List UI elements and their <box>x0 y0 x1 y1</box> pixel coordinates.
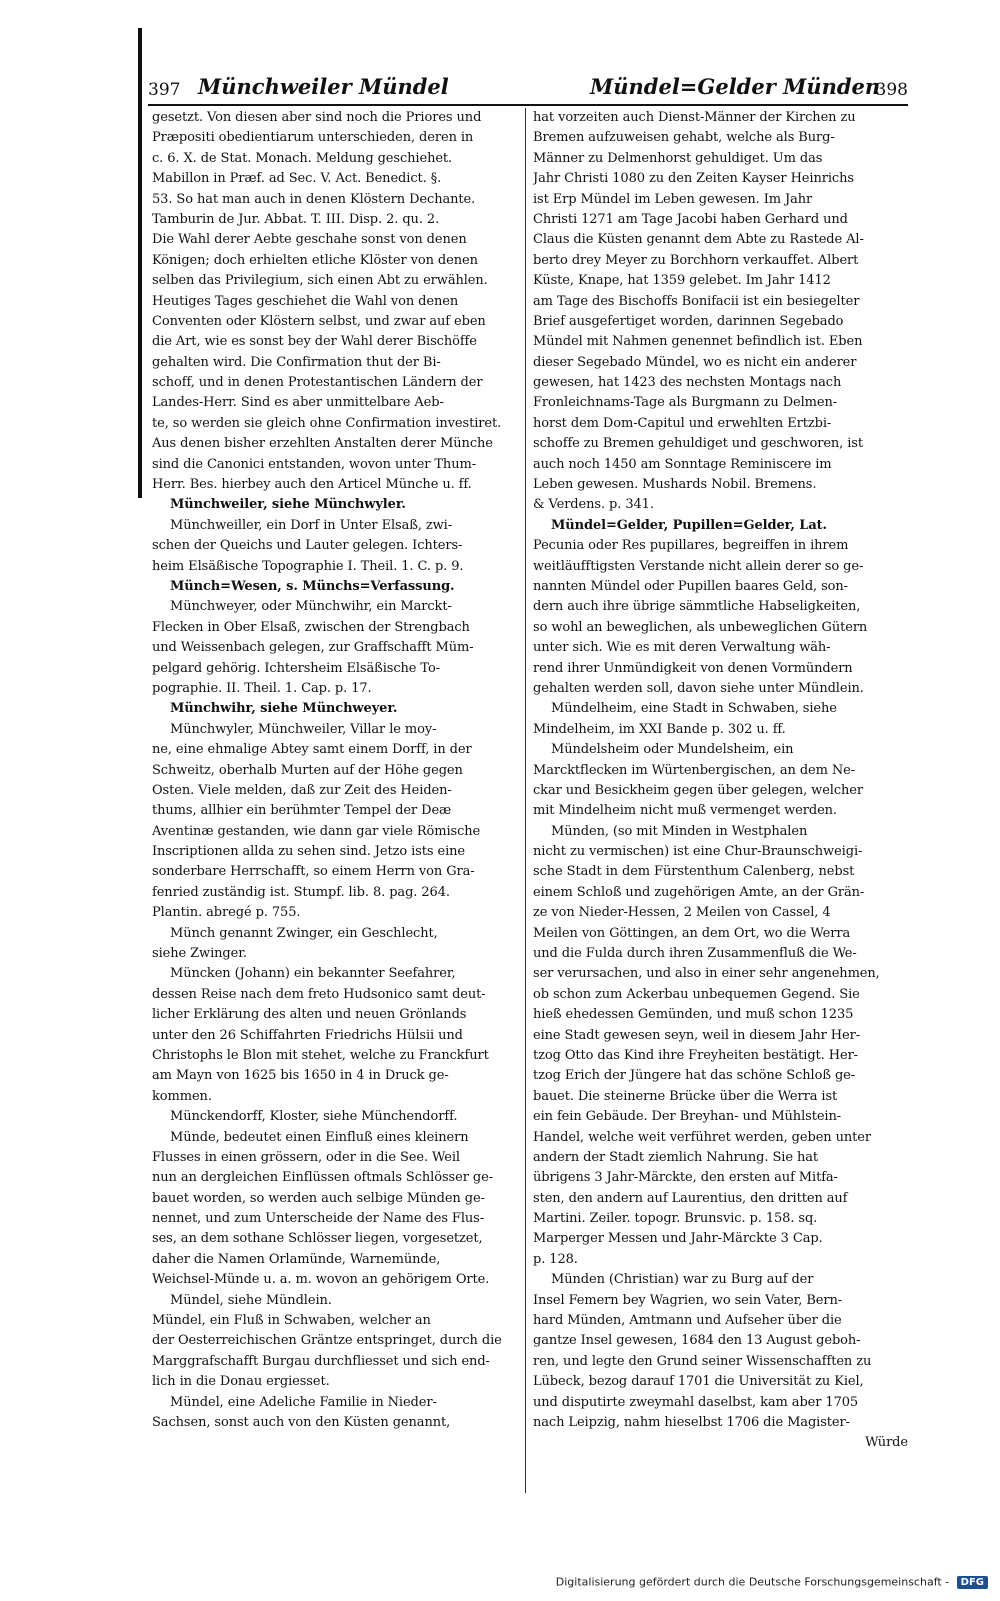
header-rule <box>148 104 908 106</box>
text-line: tzog Erich der Jüngere hat das schöne Schloß ge- <box>533 1068 856 1084</box>
text-line: c. 6. X. de Stat. Monach. Meldung geschiehet. <box>152 150 453 166</box>
text-line: Flecken in Ober Elsaß, zwischen der Strengbach <box>152 619 470 635</box>
text-line: so wohl an beweglichen, als unbeweglichen Gütern <box>533 619 868 635</box>
text-line: te, so werden sie gleich ohne Confirmation investiret. <box>152 415 502 431</box>
text-line: Aventinæ gestanden, wie dann gar viele Römische <box>152 823 481 839</box>
text-line: schoff, und in denen Protestantischen Ländern der <box>152 375 483 391</box>
page-number-left: 397 <box>148 80 181 100</box>
text-line: hieß ehedessen Gemünden, und muß schon 1235 <box>533 1007 854 1023</box>
text-line: pelgard gehörig. Ichtersheim Elsäßische To- <box>152 660 441 676</box>
text-line: Münchwihr, siehe Münchweyer. <box>170 701 398 717</box>
text-line: Aus denen bisher erzehlten Anstalten derer Münche <box>152 436 493 452</box>
footer-text: Digitalisierung gefördert durch die Deutsche Forschungsgemeinschaft - <box>555 1575 950 1589</box>
text-line: sonderbare Herrschafft, so einem Herrn von Gra- <box>152 864 475 880</box>
text-line: und die Fulda durch ihren Zusammenfluß die We- <box>533 946 857 962</box>
footer-credit <box>556 1575 988 1593</box>
text-line: Würde <box>865 1435 908 1451</box>
text-line: Mündel mit Nahmen genennet befindlich ist. Eben <box>533 334 863 350</box>
text-line: unter sich. Wie es mit deren Verwaltung wäh- <box>533 640 831 656</box>
text-line: Pecunia oder Res pupillares, begreiffen in ihrem <box>533 538 849 554</box>
text-line: Handel, welche weit verführet werden, geben unter <box>533 1129 871 1145</box>
dfg-logo: DFG <box>957 1576 988 1589</box>
text-line: Marperger Messen und Jahr-Märckte 3 Cap. <box>533 1231 823 1247</box>
text-line: dieser Segebado Mündel, wo es nicht ein anderer <box>533 354 857 370</box>
text-line: Herr. Bes. hierbey auch den Articel Münche u. ff. <box>152 477 472 493</box>
text-line: Mündel, siehe Mündlein. <box>170 1292 332 1308</box>
text-line: Bremen aufzuweisen gehabt, welche als Burg- <box>533 130 835 146</box>
column-divider <box>525 108 526 1493</box>
text-line: andern der Stadt ziemlich Nahrung. Sie hat <box>533 1149 818 1165</box>
text-line: bauet. Die steinerne Brücke über die Werra ist <box>533 1088 838 1104</box>
text-line: ein fein Gebäude. Der Breyhan- und Mühlstein- <box>533 1109 842 1125</box>
text-line: gewesen, hat 1423 des nechsten Montags nach <box>533 375 842 391</box>
text-line: Jahr Christi 1080 zu den Zeiten Kayser Heinrichs <box>533 171 854 187</box>
text-line: ob schon zum Ackerbau unbequemen Gegend. Sie <box>533 986 860 1002</box>
text-line: Münckendorff, Kloster, siehe Münchendorff. <box>170 1109 458 1125</box>
text-line: sche Stadt in dem Fürstenthum Calenberg, nebst <box>533 864 855 880</box>
text-line: Tamburin de Jur. Abbat. T. III. Disp. 2. qu. 2. <box>152 211 440 227</box>
text-line: sten, den andern auf Laurentius, den dritten auf <box>533 1190 848 1206</box>
text-line: siehe Zwinger. <box>152 946 247 962</box>
text-line: Osten. Viele melden, daß zur Zeit des Heiden- <box>152 782 452 798</box>
text-line: hat vorzeiten auch Dienst-Männer der Kirchen zu <box>533 110 856 125</box>
text-line: daher die Namen Orlamünde, Warnemünde, <box>152 1251 441 1267</box>
text-line: berto drey Meyer zu Borchhorn verkauffet. Albert <box>533 252 859 268</box>
text-line: Münchweiler, siehe Münchwyler. <box>170 497 406 513</box>
text-line: nannten Mündel oder Pupillen baares Geld, son- <box>533 578 848 594</box>
text-line: fenried zuständig ist. Stumpf. lib. 8. pag. 264. <box>152 884 450 900</box>
text-line: horst dem Dom-Capitul und erwehlten Ertzbi- <box>533 415 832 431</box>
text-line: Plantin. abregé p. 755. <box>152 905 301 921</box>
text-line: Meilen von Göttingen, an dem Ort, wo die Werra <box>533 925 851 941</box>
text-line: Marcktflecken im Würtenbergischen, an dem Ne- <box>533 762 856 778</box>
text-line: Marggrafschafft Burgau durchfliesset und sich end- <box>152 1353 490 1369</box>
text-line: gesetzt. Von diesen aber sind noch die Priores und <box>152 110 482 125</box>
text-line: mit Mindelheim nicht muß vermenget werden. <box>533 803 837 819</box>
text-line: bauet worden, so werden auch selbige Münden ge- <box>152 1190 485 1206</box>
text-line: Claus die Küsten genannt dem Abte zu Rastede Al- <box>533 232 864 248</box>
text-line: Lübeck, bezog darauf 1701 die Universität zu Kiel, <box>533 1374 864 1390</box>
text-line: schoffe zu Bremen gehuldiget und geschworen, ist <box>533 436 864 452</box>
text-line: Brief ausgefertiget worden, darinnen Segebado <box>533 313 844 329</box>
text-line: Mündelheim, eine Stadt in Schwaben, siehe <box>551 701 837 717</box>
text-line: Sachsen, sonst auch von den Küsten genannt, <box>152 1415 451 1430</box>
text-line: unter den 26 Schiffahrten Friedrichs Hülsii und <box>152 1027 463 1043</box>
text-line: einem Schloß und zugehörigen Amte, an der Grän- <box>533 884 865 900</box>
text-line: schen der Queichs und Lauter gelegen. Ichters- <box>152 538 463 554</box>
text-line: ze von Nieder-Hessen, 2 Meilen von Cassel, 4 <box>533 905 831 921</box>
text-line: Mindelheim, im XXI Bande p. 302 u. ff. <box>533 721 786 737</box>
text-line: Martini. Zeiler. topogr. Brunsvic. p. 158. sq. <box>533 1211 818 1227</box>
text-line: Leben gewesen. Mushards Nobil. Bremens. <box>533 477 817 493</box>
text-line: am Mayn von 1625 bis 1650 in 4 in Druck ge- <box>152 1068 449 1084</box>
text-line: Die Wahl derer Aebte geschahe sonst von denen <box>152 232 467 248</box>
text-line: gehalten werden soll, davon siehe unter Mündlein. <box>533 680 864 696</box>
text-line: Christophs le Blon mit stehet, welche zu Franckfurt <box>152 1047 489 1063</box>
text-line: übrigens 3 Jahr-Märckte, den ersten auf Mitfa- <box>533 1170 838 1186</box>
page-number-right: 398 <box>875 80 908 100</box>
text-line: hard Münden, Amtmann und Aufseher über die <box>533 1313 842 1329</box>
text-line: nun an dergleichen Einflüssen oftmals Schlösser ge- <box>152 1170 493 1186</box>
text-line: sind die Canonici entstanden, wovon unter Thum- <box>152 456 476 472</box>
text-line: Weichsel-Münde u. a. m. wovon an gehörigem Orte. <box>152 1272 490 1288</box>
text-line: und disputirte zweymahl daselbst, kam aber 1705 <box>533 1394 859 1410</box>
text-line: rend ihrer Unmündigkeit von denen Vormündern <box>533 660 853 676</box>
text-line: Mündel, eine Adeliche Familie in Nieder- <box>170 1394 437 1410</box>
text-line: Münch genannt Zwinger, ein Geschlecht, <box>170 925 438 941</box>
text-line: Schweitz, oberhalb Murten auf der Höhe gegen <box>152 762 463 778</box>
text-line: selben das Privilegium, sich einen Abt zu erwählen. <box>152 273 488 289</box>
text-line: Heutiges Tages geschiehet die Wahl von denen <box>152 293 459 309</box>
text-line: tzog Otto das Kind ihre Freyheiten bestätigt. Her- <box>533 1047 858 1063</box>
text-line: ckar und Besickheim gegen über gelegen, welcher <box>533 782 863 798</box>
text-line: nach Leipzig, nahm hieselbst 1706 die Magister- <box>533 1415 850 1430</box>
text-line: ist Erp Mündel im Leben gewesen. Im Jahr <box>533 191 813 207</box>
text-line: ren, und legte den Grund seiner Wissenschafften zu <box>533 1353 872 1369</box>
text-line: Flusses in einen grössern, oder in die See. Weil <box>152 1149 460 1165</box>
text-line: Münch=Wesen, s. Münchs=Verfassung. <box>170 578 455 594</box>
text-line: p. 128. <box>533 1251 578 1267</box>
text-line: eine Stadt gewesen seyn, weil in diesem Jahr Her- <box>533 1027 861 1043</box>
left-column <box>152 108 507 1433</box>
text-line: dern auch ihre übrige sämmtliche Habseligkeiten, <box>533 599 861 615</box>
text-line: Münden, (so mit Minden in Westphalen <box>551 823 808 839</box>
text-line: heim Elsäßische Topographie I. Theil. 1. C. p. 9. <box>152 558 464 574</box>
text-line: Landes-Herr. Sind es aber unmittelbare Aeb- <box>152 395 444 411</box>
text-line: Müncken (Johann) ein bekannter Seefahrer, <box>170 966 456 982</box>
right-column <box>533 108 908 1454</box>
text-line: Münden (Christian) war zu Burg auf der <box>551 1272 814 1288</box>
running-head-left: Münchweiler Mündel <box>198 74 449 99</box>
text-line: Mündelsheim oder Mundelsheim, ein <box>551 742 794 758</box>
text-line: Münchwyler, Münchweiler, Villar le moy- <box>170 721 437 737</box>
text-line: Fronleichnams-Tage als Burgmann zu Delmen- <box>533 395 838 411</box>
text-line: kommen. <box>152 1088 212 1104</box>
text-line: Inscriptionen allda zu sehen sind. Jetzo ists eine <box>152 844 465 860</box>
text-line: am Tage des Bischoffs Bonifacii ist ein besiegelter <box>533 293 860 309</box>
text-line: Münde, bedeutet einen Einfluß eines kleinern <box>170 1129 469 1145</box>
text-line: nicht zu vermischen) ist eine Chur-Braunschweigi- <box>533 844 863 860</box>
text-line: Præpositi obedientiarum unterschieden, deren in <box>152 130 474 146</box>
text-line: 53. So hat man auch in denen Klöstern Dechante. <box>152 191 476 207</box>
text-line: auch noch 1450 am Sonntage Reminiscere im <box>533 456 832 472</box>
text-line: ses, an dem sothane Schlösser liegen, vorgesetzet, <box>152 1231 483 1247</box>
text-line: & Verdens. p. 341. <box>533 497 654 513</box>
text-line: Küste, Knape, hat 1359 gelebet. Im Jahr 1412 <box>533 273 831 289</box>
text-line: weitläufftigsten Verstande nicht allein derer so ge- <box>533 558 864 574</box>
text-line: ser verursachen, und also in einer sehr angenehmen, <box>533 966 880 982</box>
text-line: Insel Femern bey Wagrien, wo sein Vater, Bern- <box>533 1292 843 1308</box>
running-head-right: Mündel=Gelder Münden <box>590 74 881 99</box>
text-line: lich in die Donau ergiesset. <box>152 1374 330 1390</box>
margin-rule <box>138 28 142 498</box>
text-line: Münchweyer, oder Münchwihr, ein Marckt- <box>170 599 452 615</box>
text-line: Conventen oder Klöstern selbst, und zwar auf eben <box>152 313 486 329</box>
text-line: dessen Reise nach dem freto Hudsonico samt deut- <box>152 986 486 1002</box>
text-line: gantze Insel gewesen, 1684 den 13 August geboh- <box>533 1333 861 1349</box>
text-line: pographie. II. Theil. 1. Cap. p. 17. <box>152 680 372 696</box>
text-line: die Art, wie es sonst bey der Wahl derer Bischöffe <box>152 334 477 350</box>
text-line: Mabillon in Præf. ad Sec. V. Act. Benedict. §. <box>152 171 442 187</box>
text-line: licher Erklärung des alten und neuen Grönlands <box>152 1007 467 1023</box>
text-line: der Oesterreichischen Gräntze entspringet, durch die <box>152 1333 502 1349</box>
text-line: thums, allhier ein berühmter Tempel der Deæ <box>152 803 452 819</box>
text-line: nennet, und zum Unterscheide der Name des Flus- <box>152 1211 485 1227</box>
text-line: Königen; doch erhielten etliche Klöster von denen <box>152 252 478 268</box>
text-line: Mündel=Gelder, Pupillen=Gelder, Lat. <box>551 517 827 533</box>
text-line: Christi 1271 am Tage Jacobi haben Gerhard und <box>533 211 848 227</box>
text-line: Münchweiller, ein Dorf in Unter Elsaß, zwi- <box>170 517 453 533</box>
text-line: ne, eine ehmalige Abtey samt einem Dorff, in der <box>152 742 472 758</box>
text-line: Männer zu Delmenhorst gehuldiget. Um das <box>533 150 823 166</box>
page-header <box>148 74 908 102</box>
text-line: Mündel, ein Fluß in Schwaben, welcher an <box>152 1313 431 1329</box>
text-line: gehalten wird. Die Confirmation thut der Bi- <box>152 354 441 370</box>
text-line: und Weissenbach gelegen, zur Graffschafft Müm- <box>152 640 474 656</box>
